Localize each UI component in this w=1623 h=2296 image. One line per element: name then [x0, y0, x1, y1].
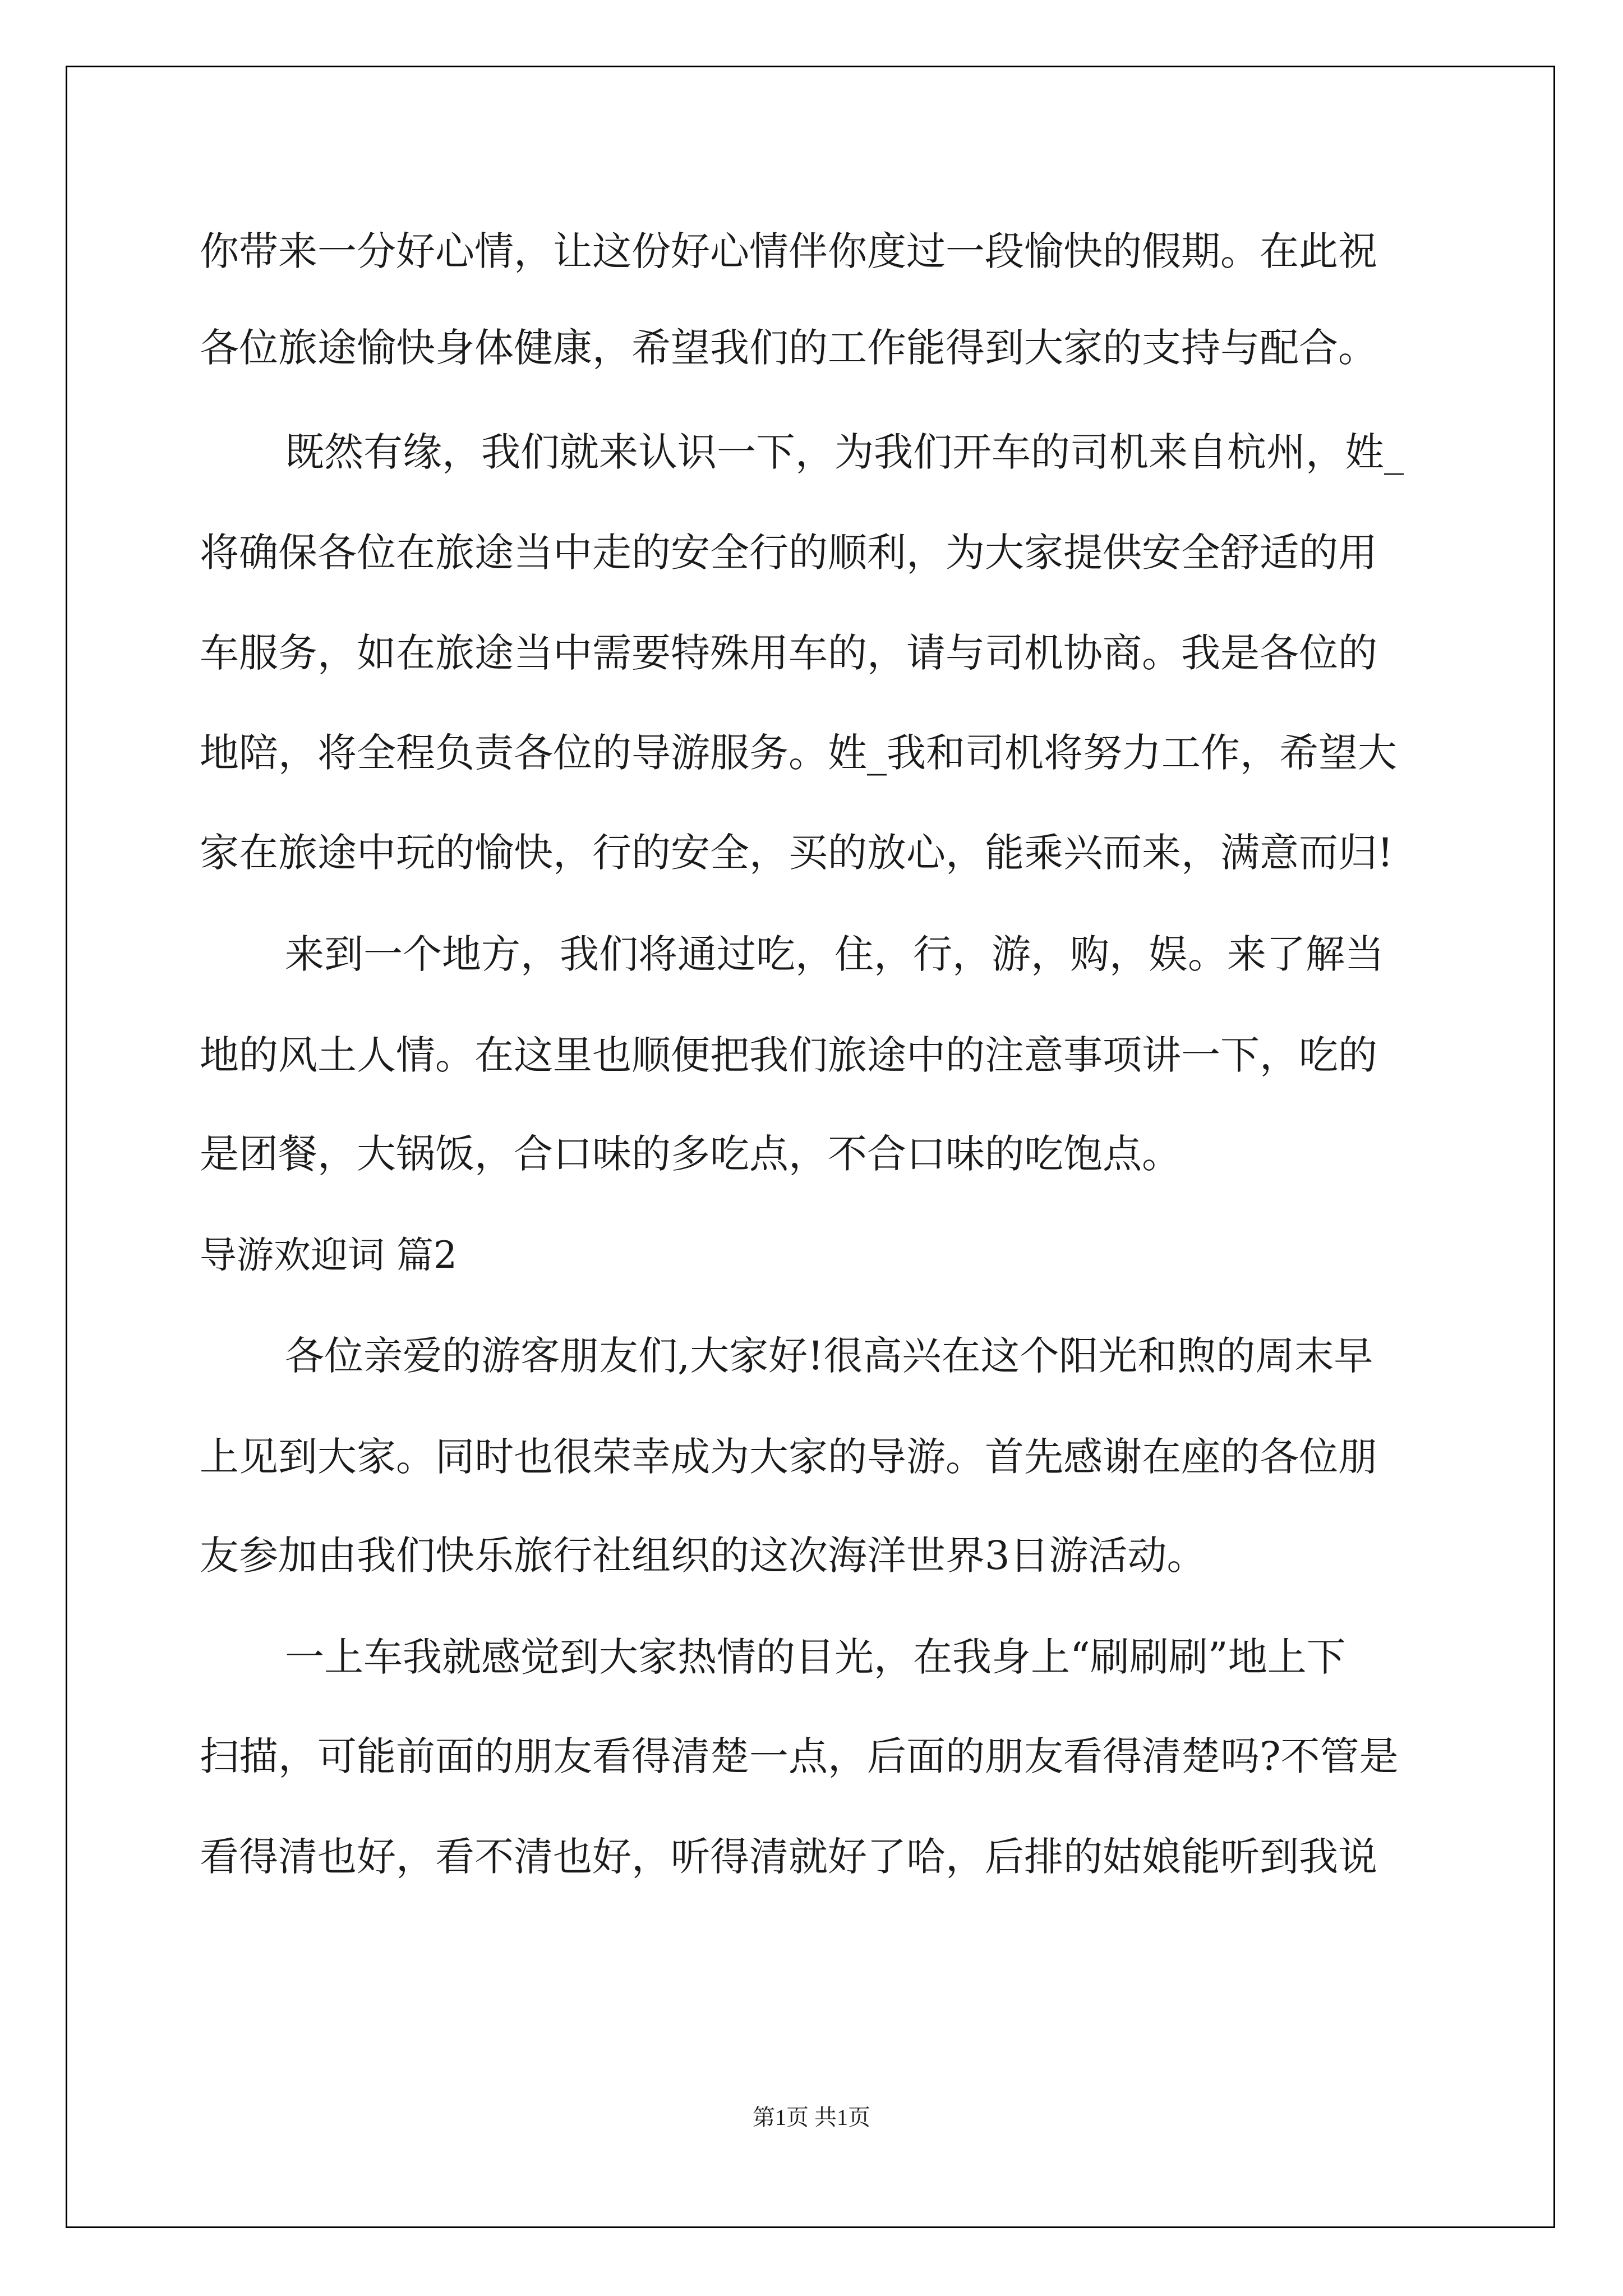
- text-line: 你带来一分好心情，让这份好心情伴你度过一段愉快的假期。在此祝: [200, 228, 1377, 274]
- text-line: 家在旅途中玩的愉快，行的安全，买的放心，能乘兴而来，满意而归!: [200, 830, 1394, 876]
- text-line: 车服务，如在旅途当中需要特殊用车的，请与司机协商。我是各位的: [200, 630, 1377, 676]
- text-line: 地陪，将全程负责各位的导游服务。姓_我和司机将努力工作，希望大: [200, 730, 1397, 776]
- text-line: 各位旅途愉快身体健康，希望我们的工作能得到大家的支持与配合。: [200, 325, 1377, 371]
- text-line: 上见到大家。同时也很荣幸成为大家的导游。首先感谢在座的各位朋: [200, 1434, 1377, 1480]
- text-line: 将确保各位在旅途当中走的安全行的顺利，为大家提供安全舒适的用: [200, 530, 1377, 576]
- text-line: 是团餐，大锅饭，合口味的多吃点，不合口味的吃饱点。: [200, 1131, 1181, 1177]
- page-footer: 第1页 共1页: [753, 2105, 870, 2130]
- section-heading: 导游欢迎词 篇2: [200, 1234, 457, 1277]
- text-line: 来到一个地方，我们将通过吃，住，行，游，购，娱。来了解当: [285, 931, 1384, 977]
- text-line: 既然有缘，我们就来认识一下，为我们开车的司机来自杭州，姓_: [285, 429, 1404, 475]
- text-line: 地的风土人情。在这里也顺便把我们旅途中的注意事项讲一下，吃的: [200, 1032, 1377, 1078]
- text-line: 看得清也好，看不清也好，听得清就好了哈，后排的姑娘能听到我说: [200, 1834, 1377, 1880]
- text-line: 友参加由我们快乐旅行社组织的这次海洋世界3日游活动。: [200, 1533, 1206, 1579]
- text-line: 各位亲爱的游客朋友们,大家好!很高兴在这个阳光和煦的周末早: [285, 1333, 1373, 1379]
- text-line: 扫描，可能前面的朋友看得清楚一点，后面的朋友看得清楚吗?不管是: [200, 1733, 1399, 1779]
- text-line: 一上车我就感觉到大家热情的目光，在我身上“刷刷刷”地上下: [285, 1634, 1346, 1680]
